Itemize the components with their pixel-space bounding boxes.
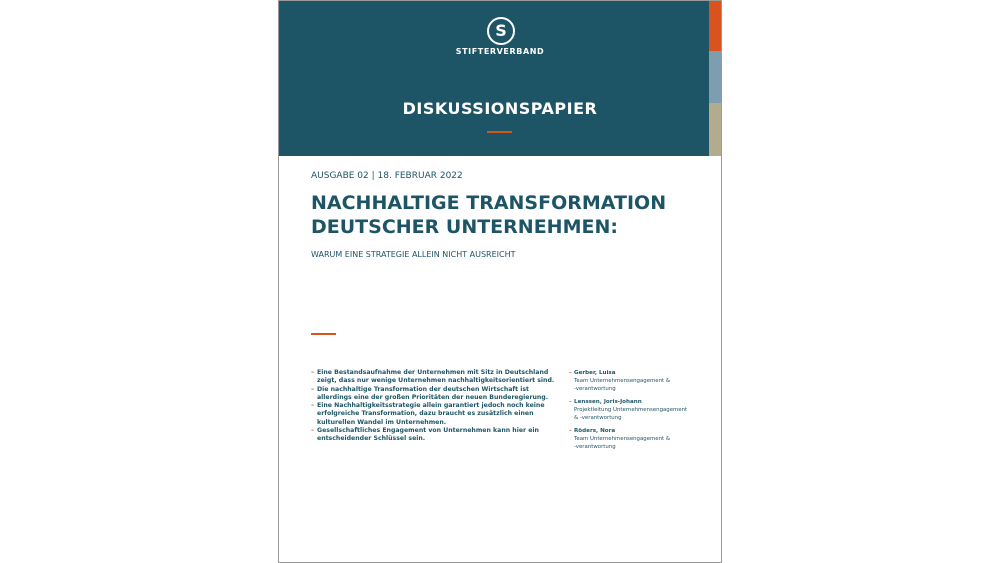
author-role bbox=[569, 406, 709, 422]
color-stripe-orange bbox=[709, 1, 721, 51]
author-name: Lenssen, Joris-Johann bbox=[574, 399, 642, 405]
bullet-dash-icon: – bbox=[569, 428, 572, 434]
key-point bbox=[311, 427, 561, 444]
author-role-line: -verantwortung bbox=[574, 444, 616, 450]
bullet-dash-icon: – bbox=[569, 399, 572, 405]
author-role bbox=[569, 377, 709, 393]
title-line: DEUTSCHER UNTERNEHMEN: bbox=[311, 216, 618, 238]
key-point-text: Eine Nachhaltigkeitsstrategie allein garantiert jedoch noch keine erfolgreiche Transformation, dazu braucht es zusätzlich einen kulturellen Wandel im Unternehmen. bbox=[317, 402, 545, 426]
author-role bbox=[569, 435, 709, 451]
title-line: NACHHALTIGE TRANSFORMATION bbox=[311, 192, 667, 214]
color-stripe-blue bbox=[709, 51, 721, 103]
key-point bbox=[311, 402, 561, 427]
author-entry bbox=[569, 369, 709, 393]
bullet-dash-icon: – bbox=[311, 385, 315, 393]
author-entry bbox=[569, 398, 709, 422]
authors-list bbox=[569, 369, 709, 456]
stifterverband-logo-icon bbox=[487, 17, 515, 45]
author-role-line: Team Unternehmensengagement & bbox=[574, 436, 671, 442]
document-type: DISKUSSIONSPAPIER bbox=[402, 99, 598, 118]
author-role-line: & -verantwortung bbox=[574, 415, 622, 421]
brand-name: STIFTERVERBAND bbox=[455, 47, 545, 56]
bullet-dash-icon: – bbox=[569, 370, 572, 376]
bullet-dash-icon: – bbox=[311, 369, 315, 376]
author-role-line: Projektleitung Unternehmensengagement bbox=[574, 407, 688, 413]
header-accent-bar bbox=[487, 131, 512, 133]
document-subtitle: WARUM EINE STRATEGIE ALLEIN NICHT AUSREICHT bbox=[311, 250, 516, 259]
key-point-text: Eine Bestandsaufnahme der Unternehmen mit Sitz in Deutschland zeigt, dass nur wenige Unternehmen nachhaltigkeitsorientiert sind. bbox=[317, 369, 555, 385]
key-points-list bbox=[311, 369, 561, 444]
document-page bbox=[278, 0, 722, 563]
author-name: Röders, Nora bbox=[574, 428, 616, 434]
cover-header bbox=[279, 1, 721, 156]
issue-line: AUSGABE 02 | 18. FEBRUAR 2022 bbox=[311, 171, 463, 181]
key-point-text: Gesellschaftliches Engagement von Unternehmen kann hier ein entscheidender Schlüssel sein. bbox=[317, 427, 539, 443]
author-name: Gerber, Luisa bbox=[574, 370, 616, 376]
bullet-dash-icon: – bbox=[311, 402, 315, 410]
author-role-line: Team Unternehmensengagement & bbox=[574, 378, 671, 384]
key-point bbox=[311, 386, 561, 403]
key-point bbox=[311, 369, 561, 386]
key-point-text: Die nachhaltige Transformation der deutschen Wirtschaft ist allerdings eine der großen Prioritäten der neuen Bunderegierung. bbox=[317, 385, 549, 401]
author-entry bbox=[569, 427, 709, 451]
section-accent-bar bbox=[311, 333, 336, 335]
logo-letter: S bbox=[495, 21, 507, 40]
author-role-line: -verantwortung bbox=[574, 386, 616, 392]
bullet-dash-icon: – bbox=[311, 427, 315, 435]
document-title bbox=[311, 191, 691, 239]
